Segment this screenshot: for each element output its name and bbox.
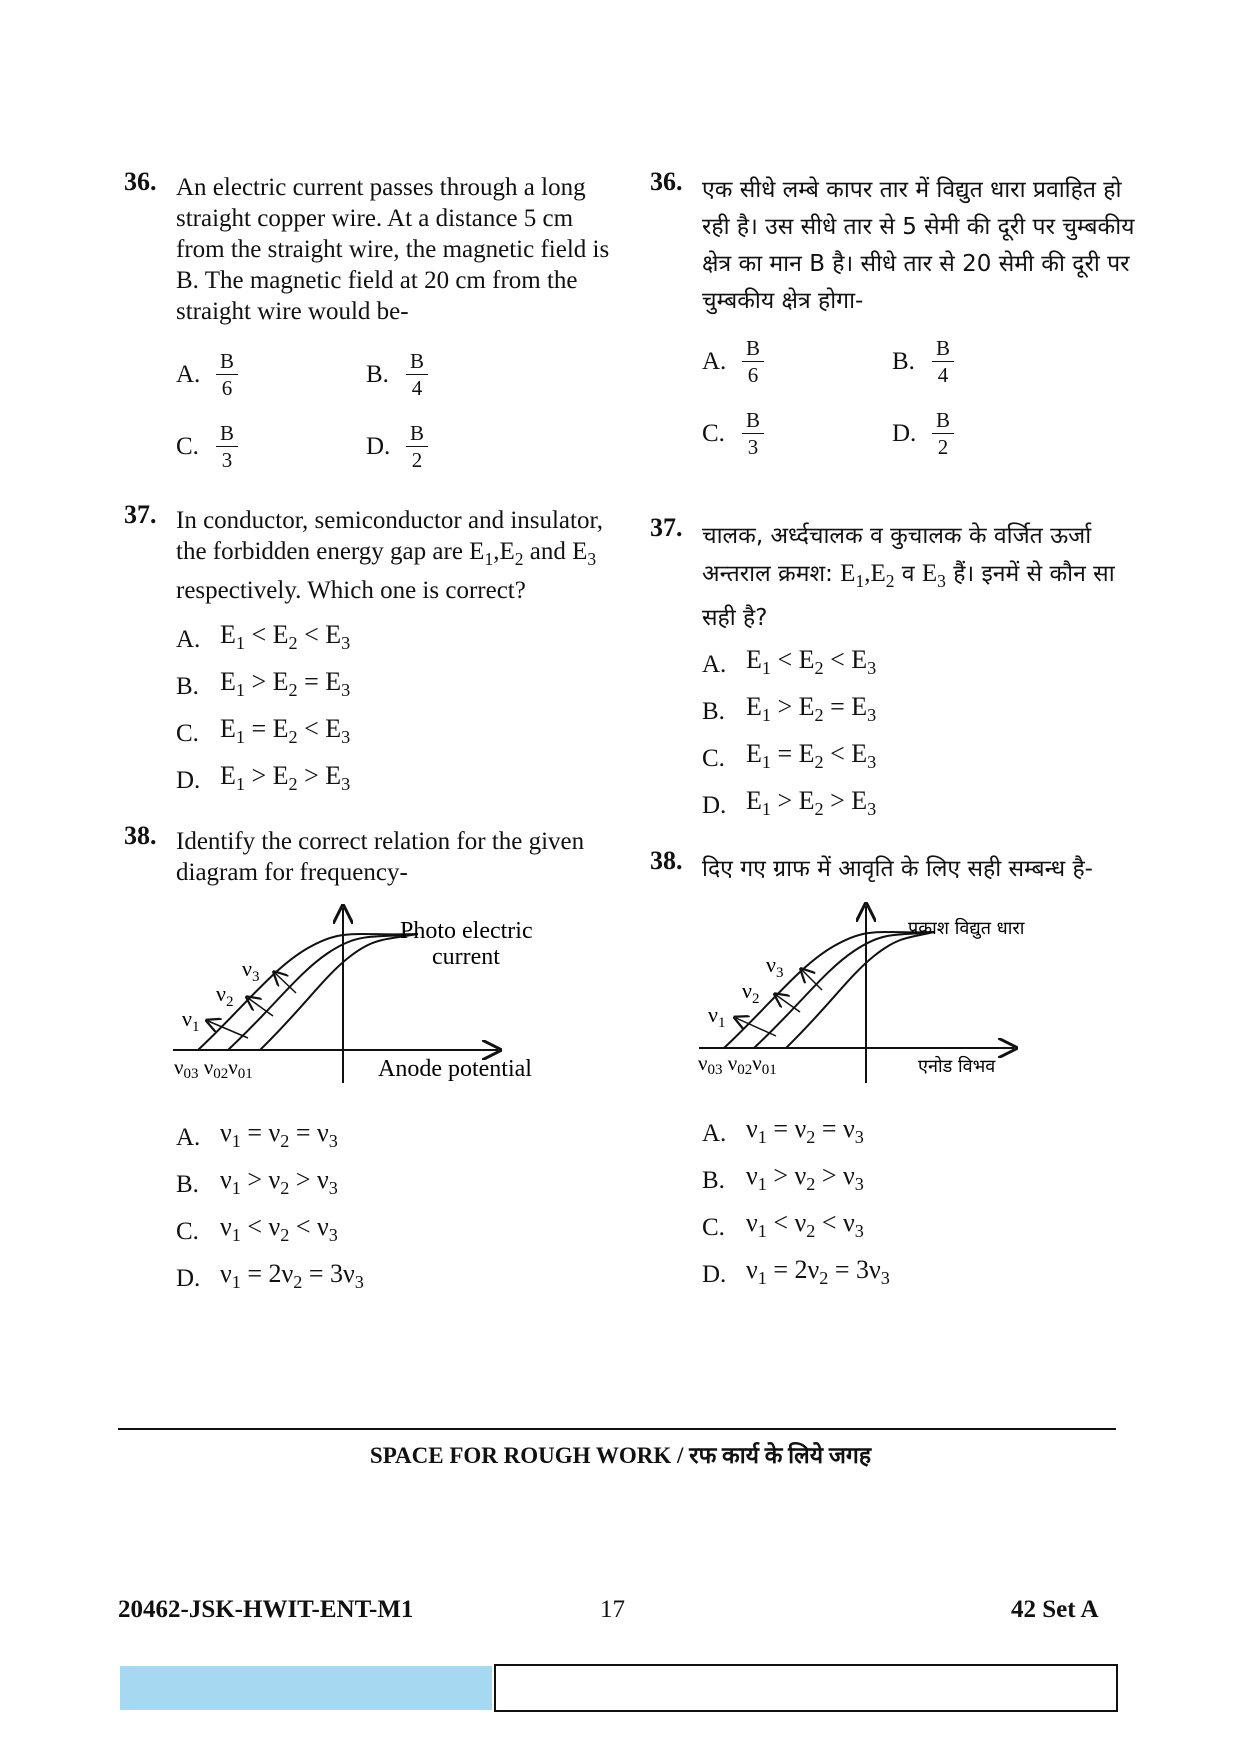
arrow-v2 (776, 995, 800, 1012)
option-expr: $\nu_1 > \nu_2 > \nu_3$ (746, 1161, 864, 1195)
option-expr: $E_1 < E_2 < E_3$ (220, 620, 351, 654)
english-column (124, 167, 614, 1302)
question-number: 37. (650, 513, 683, 542)
question-number: 38. (650, 846, 683, 875)
option-c[interactable]: C. $E_1 = E_2 < E_3$ (702, 735, 1140, 782)
option-a[interactable]: A. $\nu_1 = \nu_2 = \nu_3$ (702, 1110, 1140, 1157)
y-label-line1: Photo electric (400, 918, 533, 944)
page-number: 17 (600, 1596, 625, 1623)
option-d[interactable]: D. $\nu_1 = 2\nu_2 = 3\nu_3$ (702, 1251, 1140, 1298)
footer-box (494, 1664, 1118, 1712)
option-c[interactable]: C. $\frac{B}{3}$ (702, 400, 892, 466)
paper-code: 20462-JSK-HWIT-ENT-M1 (118, 1596, 414, 1623)
option-expr: $\nu_1 = \nu_2 = \nu_3$ (746, 1114, 864, 1148)
option-b[interactable]: B. $\nu_1 > \nu_2 > \nu_3$ (176, 1161, 614, 1208)
option-d[interactable]: D. $\frac{B}{2}$ (892, 400, 1082, 466)
label-v1: $\nu_1$ (182, 1006, 200, 1035)
x-label: एनोड विभव (918, 1056, 996, 1077)
option-expr: $E_1 > E_2 > E_3$ (220, 761, 351, 795)
curve-v3 (724, 932, 934, 1048)
question-text: Identify the correct relation for the given diagram for frequency- (176, 828, 585, 886)
footer-color-bar (120, 1666, 492, 1710)
question-text: चालक, अर्ध्दचालक व कुचालक के वर्जित ऊर्जा अन्तराल क्रमश: $E_1,E_2$ व $E_3$ हैं। इनमें से कौन सा सही है? (702, 523, 1115, 631)
option-expr: $E_1 > E_2 = E_3$ (220, 667, 351, 701)
y-label-line2: current (432, 944, 500, 970)
option-expr: $\nu_1 < \nu_2 < \nu_3$ (220, 1212, 338, 1246)
arrow-v1 (736, 1018, 776, 1036)
curve-v3 (198, 934, 418, 1050)
option-c[interactable]: C. $\nu_1 < \nu_2 < \nu_3$ (702, 1204, 1140, 1251)
question-text: एक सीधे लम्बे कापर तार में विद्युत धारा प्रवाहित हो रही है। उस सीधे तार से 5 सेमी की दूरी पर चुम्बकीय क्षेत्र का मान B है। सीधे तार से 20 सेमी की दूरी पर चुम्बकीय क्षेत्र होगा- (702, 177, 1135, 314)
options (176, 1114, 614, 1302)
option-a[interactable]: A. $\frac{B}{6}$ (176, 341, 366, 407)
option-expr: $\nu_1 > \nu_2 > \nu_3$ (220, 1165, 338, 1199)
option-d[interactable]: D. $\nu_1 = 2\nu_2 = 3\nu_3$ (176, 1255, 614, 1302)
question-37-en (124, 500, 614, 804)
hindi-column (650, 167, 1140, 1298)
question-text: In conductor, semiconductor and insulator, the forbidden energy gap are $E_1,E_2$ and $E_3$ respectively. Which one is correct? (176, 507, 604, 604)
question-36-en (124, 167, 614, 479)
photoelectric-graph-hi (694, 898, 1114, 1098)
option-expr: $\nu_1 = 2\nu_2 = 3\nu_3$ (220, 1259, 364, 1293)
question-37-hi (650, 513, 1140, 829)
option-c[interactable]: C. $\frac{B}{3}$ (176, 413, 366, 479)
option-expr: $\nu_1 = \nu_2 = \nu_3$ (220, 1118, 338, 1152)
y-label: प्रकाश विद्युत धारा (908, 918, 1025, 939)
question-text: An electric current passes through a long straight copper wire. At a distance 5 cm from the straight wire, the magnetic field is B. The magnetic field at 20 cm from the straight wire would be- (176, 174, 610, 325)
question-number: 36. (124, 167, 157, 196)
option-b[interactable]: B. $\frac{B}{4}$ (366, 341, 556, 407)
option-expr: $E_1 > E_2 > E_3$ (746, 786, 877, 820)
arrow-v3 (802, 970, 822, 990)
option-c[interactable]: C. $\nu_1 < \nu_2 < \nu_3$ (176, 1208, 614, 1255)
option-c[interactable]: C. $E_1 = E_2 < E_3$ (176, 710, 614, 757)
x-label: Anode potential (378, 1056, 532, 1082)
options (702, 641, 1140, 829)
label-v3: $\nu_3$ (766, 952, 784, 981)
option-expr: $E_1 < E_2 < E_3$ (746, 645, 877, 679)
set-label: 42 Set A (1011, 1596, 1099, 1623)
option-expr: $E_1 > E_2 = E_3$ (746, 692, 877, 726)
question-text: दिए गए ग्राफ में आवृति के लिए सही सम्बन्ध है- (702, 856, 1093, 882)
option-a[interactable]: A. $\nu_1 = \nu_2 = \nu_3$ (176, 1114, 614, 1161)
option-b[interactable]: B. $\frac{B}{4}$ (892, 328, 1082, 394)
question-number: 38. (124, 821, 157, 850)
option-a[interactable]: A. $E_1 < E_2 < E_3$ (702, 641, 1140, 688)
options (702, 328, 1140, 466)
option-a[interactable]: A. $\frac{B}{6}$ (702, 328, 892, 394)
question-number: 37. (124, 500, 157, 529)
curve-v1 (786, 932, 934, 1048)
option-b[interactable]: B. $E_1 > E_2 = E_3$ (176, 663, 614, 710)
option-d[interactable]: D. $\frac{B}{2}$ (366, 413, 556, 479)
label-v3: $\nu_3$ (242, 956, 260, 985)
label-v03: ν03 ν02ν01 (174, 1055, 253, 1082)
option-expr: $E_1 = E_2 < E_3$ (220, 714, 351, 748)
question-number: 36. (650, 167, 683, 196)
label-v1: $\nu_1$ (708, 1002, 726, 1031)
label-v03: ν03 ν02ν01 (698, 1051, 777, 1078)
rough-work-label: SPACE FOR ROUGH WORK / रफ कार्य के लिये जगह (369, 1443, 872, 1468)
options (176, 341, 614, 479)
question-38-en (124, 821, 614, 1302)
label-v2: $\nu_2$ (742, 978, 760, 1007)
option-expr: $\nu_1 < \nu_2 < \nu_3$ (746, 1208, 864, 1242)
options (176, 616, 614, 804)
arrow-v2 (248, 998, 273, 1016)
option-d[interactable]: D. $E_1 > E_2 > E_3$ (702, 782, 1140, 829)
question-38-hi (650, 846, 1140, 1298)
option-a[interactable]: A. $E_1 < E_2 < E_3$ (176, 616, 614, 663)
options (702, 1110, 1140, 1298)
question-36-hi (650, 167, 1140, 466)
label-v2: $\nu_2$ (216, 981, 234, 1010)
option-b[interactable]: B. $\nu_1 > \nu_2 > \nu_3$ (702, 1157, 1140, 1204)
option-expr: $\nu_1 = 2\nu_2 = 3\nu_3$ (746, 1255, 890, 1289)
photoelectric-graph-en (168, 898, 588, 1098)
option-b[interactable]: B. $E_1 > E_2 = E_3$ (702, 688, 1140, 735)
option-d[interactable]: D. $E_1 > E_2 > E_3$ (176, 757, 614, 804)
divider (118, 1428, 1116, 1430)
option-expr: $E_1 = E_2 < E_3$ (746, 739, 877, 773)
